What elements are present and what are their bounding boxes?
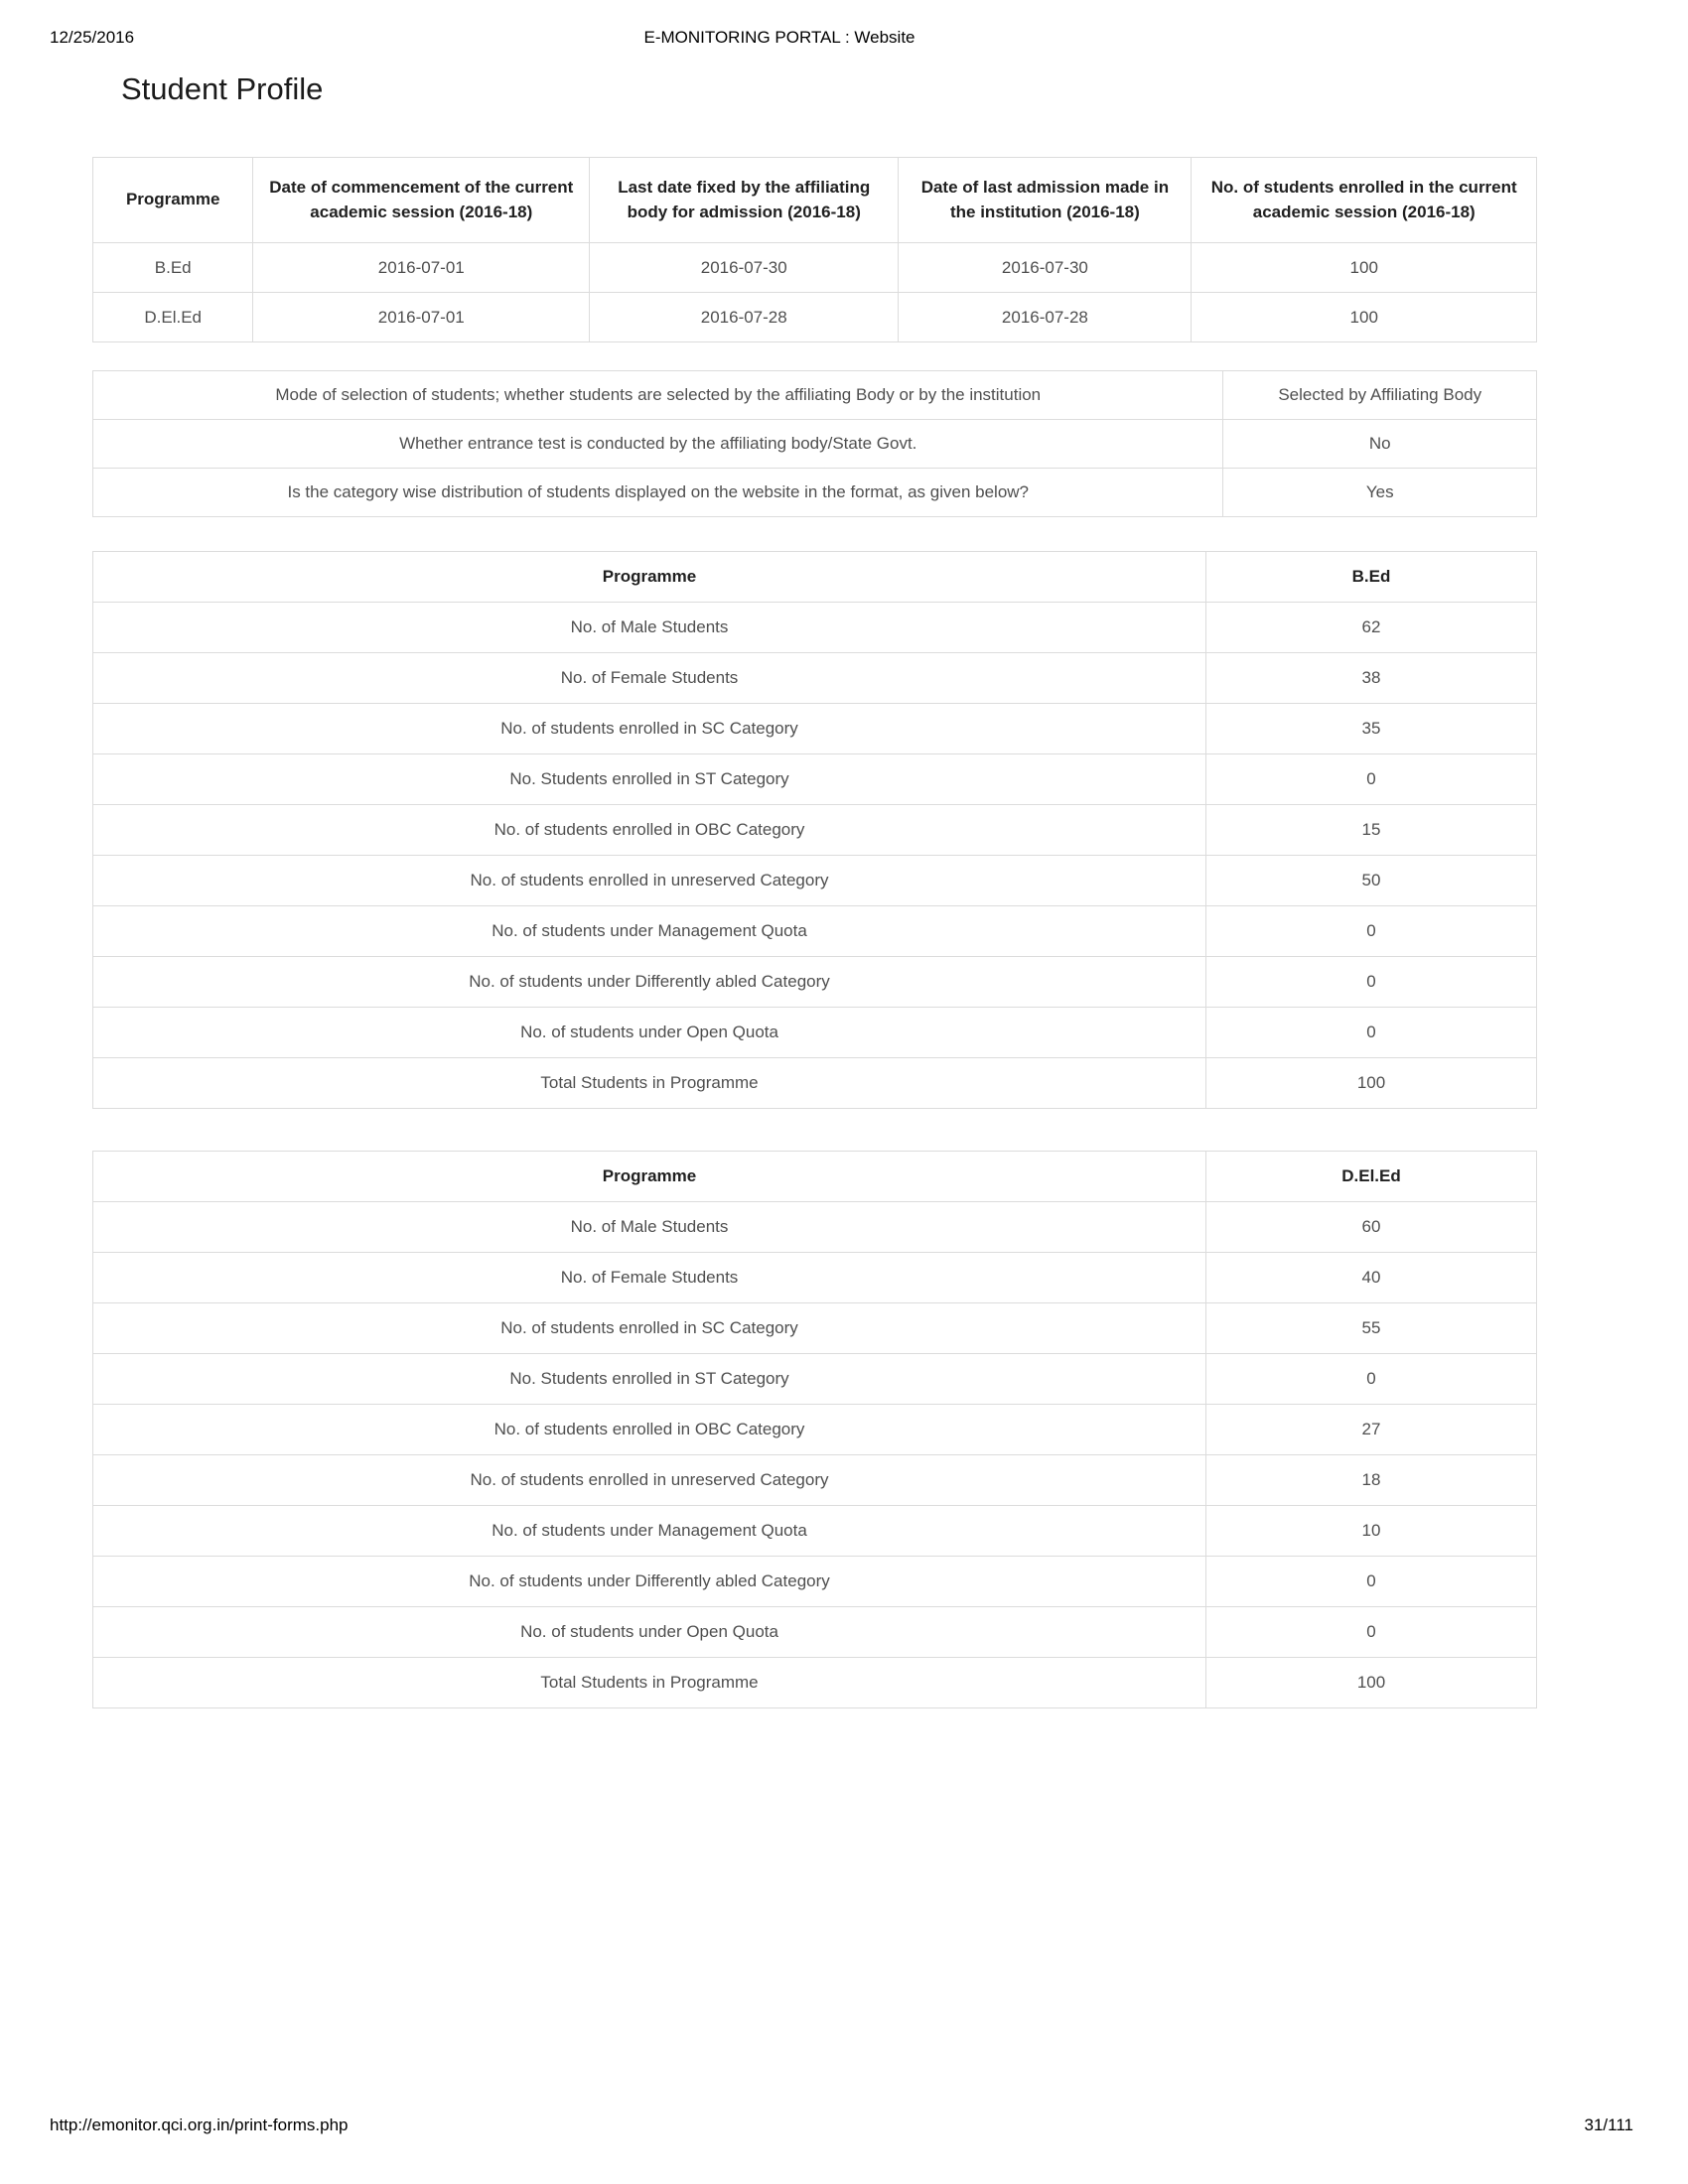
cell-last-date: 2016-07-30 xyxy=(590,243,899,293)
table-row xyxy=(93,805,1537,856)
header-programme-name: B.Ed xyxy=(1206,552,1537,603)
category-value: 0 xyxy=(1206,1008,1537,1058)
table-row xyxy=(93,1607,1537,1658)
table-row xyxy=(93,420,1537,469)
header-last-admission-date: Date of last admission made in the institution (2016-18) xyxy=(899,158,1192,243)
cell-students-enrolled: 100 xyxy=(1192,293,1537,342)
category-label: No. of students enrolled in unreserved Category xyxy=(93,856,1206,906)
table-row xyxy=(93,1658,1537,1708)
category-value: 50 xyxy=(1206,856,1537,906)
category-value: 40 xyxy=(1206,1253,1537,1303)
admission-table xyxy=(92,157,1537,342)
table-row xyxy=(93,243,1537,293)
category-table-bed xyxy=(92,551,1537,1109)
category-value: 60 xyxy=(1206,1202,1537,1253)
category-label: No. of Female Students xyxy=(93,653,1206,704)
question-cell: Whether entrance test is conducted by the affiliating body/State Govt. xyxy=(93,420,1223,469)
table-row xyxy=(93,957,1537,1008)
header-commencement-date: Date of commencement of the current academic session (2016-18) xyxy=(253,158,590,243)
cell-last-admission-date: 2016-07-30 xyxy=(899,243,1192,293)
header-programme-label: Programme xyxy=(93,552,1206,603)
category-label: No. of students enrolled in SC Category xyxy=(93,1303,1206,1354)
category-value: 100 xyxy=(1206,1058,1537,1109)
category-value: 10 xyxy=(1206,1506,1537,1557)
table-row xyxy=(93,1058,1537,1109)
table-row xyxy=(93,1008,1537,1058)
table-row xyxy=(93,293,1537,342)
category-value: 62 xyxy=(1206,603,1537,653)
category-label: No. of Male Students xyxy=(93,1202,1206,1253)
table-row xyxy=(93,469,1537,517)
header-last-date: Last date fixed by the affiliating body for admission (2016-18) xyxy=(590,158,899,243)
selection-info-table xyxy=(92,370,1537,517)
question-cell: Is the category wise distribution of students displayed on the website in the format, as given below? xyxy=(93,469,1223,517)
category-label: No. Students enrolled in ST Category xyxy=(93,1354,1206,1405)
question-cell: Mode of selection of students; whether students are selected by the affiliating Body or by the institution xyxy=(93,371,1223,420)
cell-last-admission-date: 2016-07-28 xyxy=(899,293,1192,342)
category-value: 27 xyxy=(1206,1405,1537,1455)
table-row xyxy=(93,906,1537,957)
table-row xyxy=(93,371,1537,420)
print-header xyxy=(50,28,1638,52)
category-value: 0 xyxy=(1206,1607,1537,1658)
category-label: No. of students under Differently abled Category xyxy=(93,1557,1206,1607)
table-row xyxy=(93,1455,1537,1506)
table-row xyxy=(93,1202,1537,1253)
category-label: Total Students in Programme xyxy=(93,1658,1206,1708)
category-label: No. of students enrolled in SC Category xyxy=(93,704,1206,754)
header-programme-name: D.El.Ed xyxy=(1206,1152,1537,1202)
category-label: No. of Female Students xyxy=(93,1253,1206,1303)
category-value: 55 xyxy=(1206,1303,1537,1354)
answer-cell: No xyxy=(1223,420,1537,469)
answer-cell: Yes xyxy=(1223,469,1537,517)
table-row xyxy=(93,754,1537,805)
table-row xyxy=(93,704,1537,754)
print-footer xyxy=(50,2116,1633,2139)
page-title: Student Profile xyxy=(121,71,324,106)
cell-commencement-date: 2016-07-01 xyxy=(253,293,590,342)
header-students-enrolled: No. of students enrolled in the current academic session (2016-18) xyxy=(1192,158,1537,243)
category-value: 38 xyxy=(1206,653,1537,704)
category-table-deled xyxy=(92,1151,1537,1708)
category-header-row xyxy=(93,552,1537,603)
category-label: No. of students enrolled in unreserved Category xyxy=(93,1455,1206,1506)
category-label: No. of students under Open Quota xyxy=(93,1607,1206,1658)
cell-students-enrolled: 100 xyxy=(1192,243,1537,293)
category-label: No. of students under Differently abled Category xyxy=(93,957,1206,1008)
content-area xyxy=(92,157,1537,1708)
category-header-row xyxy=(93,1152,1537,1202)
category-value: 0 xyxy=(1206,906,1537,957)
category-value: 0 xyxy=(1206,1557,1537,1607)
table-row xyxy=(93,653,1537,704)
table-row xyxy=(93,856,1537,906)
table-row xyxy=(93,1506,1537,1557)
cell-programme: D.El.Ed xyxy=(93,293,253,342)
category-label: No. of students under Open Quota xyxy=(93,1008,1206,1058)
table-row xyxy=(93,1354,1537,1405)
cell-last-date: 2016-07-28 xyxy=(590,293,899,342)
category-value: 0 xyxy=(1206,1354,1537,1405)
category-label: No. of students enrolled in OBC Category xyxy=(93,805,1206,856)
header-programme-label: Programme xyxy=(93,1152,1206,1202)
category-value: 18 xyxy=(1206,1455,1537,1506)
cell-commencement-date: 2016-07-01 xyxy=(253,243,590,293)
print-date: 12/25/2016 xyxy=(50,28,135,47)
category-value: 0 xyxy=(1206,957,1537,1008)
table-row xyxy=(93,1303,1537,1354)
table-row xyxy=(93,1405,1537,1455)
category-label: No. of students under Management Quota xyxy=(93,1506,1206,1557)
category-label: No. Students enrolled in ST Category xyxy=(93,754,1206,805)
category-label: No. of students enrolled in OBC Category xyxy=(93,1405,1206,1455)
category-label: No. of Male Students xyxy=(93,603,1206,653)
category-value: 0 xyxy=(1206,754,1537,805)
category-value: 100 xyxy=(1206,1658,1537,1708)
cell-programme: B.Ed xyxy=(93,243,253,293)
portal-title: E-MONITORING PORTAL : Website xyxy=(643,28,915,47)
answer-cell: Selected by Affiliating Body xyxy=(1223,371,1537,420)
table-row xyxy=(93,1253,1537,1303)
table-row xyxy=(93,603,1537,653)
category-value: 15 xyxy=(1206,805,1537,856)
footer-page-number: 31/111 xyxy=(1584,2116,1633,2134)
category-label: Total Students in Programme xyxy=(93,1058,1206,1109)
category-label: No. of students under Management Quota xyxy=(93,906,1206,957)
footer-url: http://emonitor.qci.org.in/print-forms.php xyxy=(50,2116,349,2134)
table-row xyxy=(93,1557,1537,1607)
category-value: 35 xyxy=(1206,704,1537,754)
header-programme: Programme xyxy=(93,158,253,243)
admission-header-row xyxy=(93,158,1537,243)
